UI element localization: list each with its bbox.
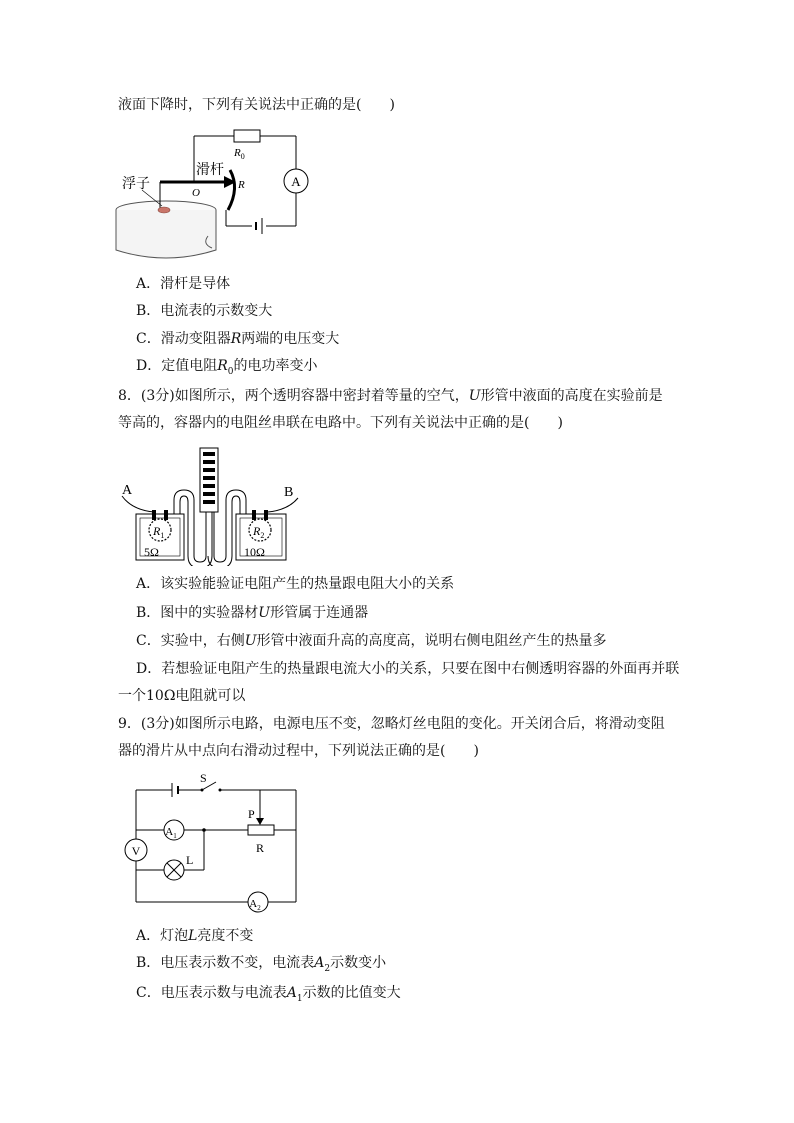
q8-option-a: A．该实验能验证电阻产生的热量跟电阻大小的关系 xyxy=(136,576,455,592)
q7-pivot-label: O xyxy=(192,187,200,199)
q9-option-b: B．电压表示数不变，电流表$A_2$示数变小 xyxy=(136,955,387,974)
q9-option-a: A．灯泡L亮度不变 xyxy=(136,928,254,944)
q7-arc-resistor xyxy=(228,170,235,210)
q7-float-label: 浮子 xyxy=(122,177,150,192)
q7-rod-label: 滑杆 xyxy=(196,163,224,178)
q9-lamp-label: L xyxy=(186,853,194,867)
q7-option-a: A．滑杆是导体 xyxy=(136,276,231,292)
q8-option-b: B．图中的实验器材U形管属于连通器 xyxy=(136,605,369,621)
q7-option-b: B．电流表的示数变大 xyxy=(136,303,273,319)
q7-figure-float-circuit xyxy=(112,126,312,260)
q8-label-b: B xyxy=(284,485,294,500)
q7-float xyxy=(158,207,170,213)
q7-ammeter-label: A xyxy=(291,174,301,189)
q9-rheostat-label: R xyxy=(256,841,265,855)
q9-switch-label: S xyxy=(200,771,207,785)
q7-option-c: C．滑动变阻器R两端的电压变大 xyxy=(136,331,340,347)
q8-right-value: 10Ω xyxy=(244,545,265,559)
q8-left-value: 5Ω xyxy=(144,545,159,559)
q9-a1-label: $A_1$ xyxy=(165,826,177,840)
q7-r-label: R xyxy=(238,179,245,191)
q8-label-a: A xyxy=(122,483,133,498)
q8-r1-label: $R_1$ xyxy=(153,524,165,540)
q8-option-d: D．若想验证电阻产生的热量跟电流大小的关系，只要在图中右侧透明容器的外面再并联 xyxy=(136,661,680,677)
q9-slider-label: P xyxy=(248,807,255,821)
q9-voltmeter-label: V xyxy=(131,844,141,858)
q9-option-c: C．电压表示数与电流表$A_1$示数的比值变大 xyxy=(136,985,401,1004)
q9-figure-circuit xyxy=(120,770,304,916)
q8-r2-label: $R_2$ xyxy=(253,524,265,540)
q7-r0-label: $R_0$ xyxy=(234,147,245,161)
q8-option-c: C．实验中，右侧U形管中液面升高的高度高，说明右侧电阻丝产生的热量多 xyxy=(136,633,607,649)
q9-stem-line2: 器的滑片从中点向右滑动过程中，下列说法正确的是( ) xyxy=(118,743,479,759)
q9-stem-line1: 9．(3分)如图所示电路，电源电压不变，忽略灯丝电阻的变化。开关闭合后，将滑动变阻 xyxy=(118,716,665,732)
q8-stem-line2: 等高的，容器内的电阻丝串联在电路中。下列有关说法中正确的是( ) xyxy=(118,415,563,431)
q9-rheostat xyxy=(248,825,274,835)
q7-r0-resistor xyxy=(234,130,260,142)
q8-option-d-continuation: 一个10Ω电阻就可以 xyxy=(118,688,246,704)
q8-stem-line1: 8．(3分)如图所示，两个透明容器中密封着等量的空气，U形管中液面的高度在实验前是 xyxy=(118,388,663,404)
q8-figure-joule-heat xyxy=(118,444,302,566)
q7-option-d: D．定值电阻$R_0$的电功率变小 xyxy=(136,358,318,377)
q9-a2-label: $A_2$ xyxy=(249,898,261,912)
q7-stem-tail: 液面下降时，下列有关说法中正确的是( ) xyxy=(118,97,395,113)
